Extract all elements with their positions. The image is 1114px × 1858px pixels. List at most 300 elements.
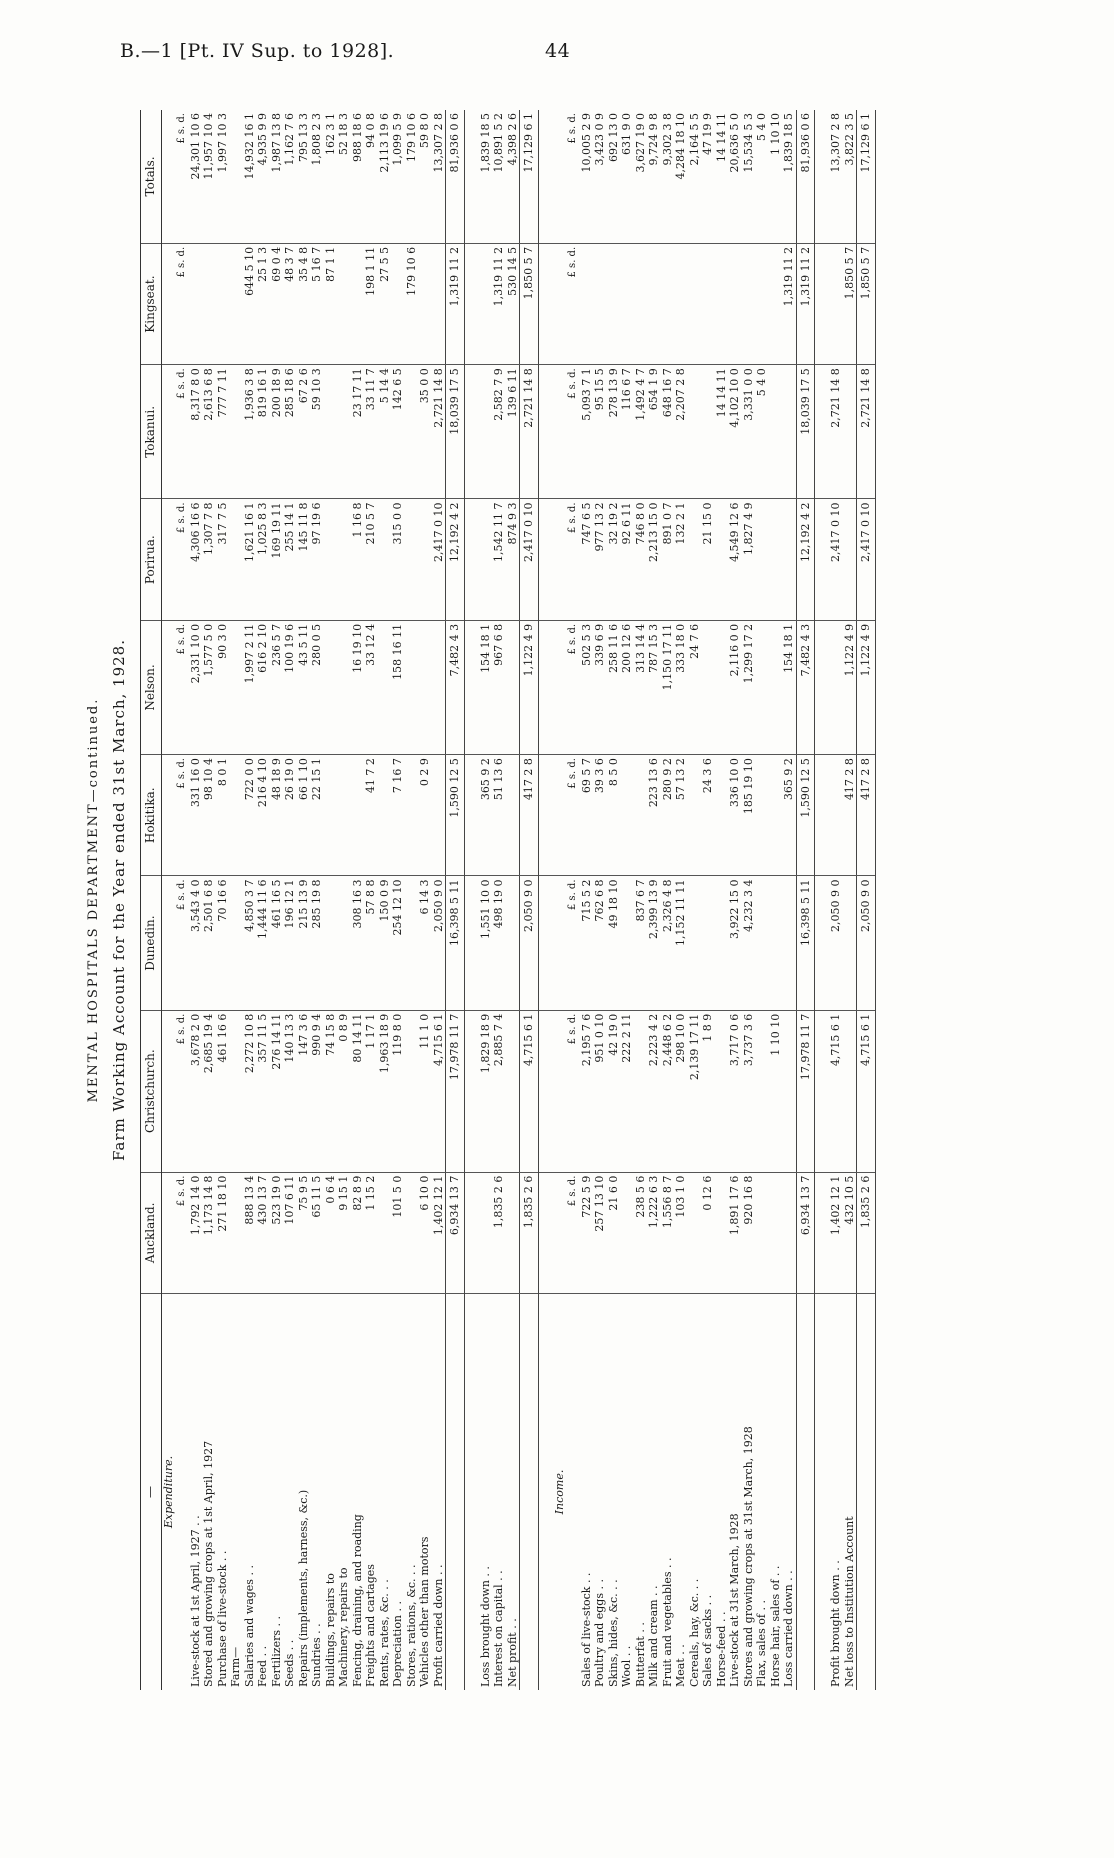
amount-cell: £ s. d.: [175, 365, 189, 499]
farm-working-account-table: [140, 110, 876, 1690]
table-row: [674, 110, 688, 1690]
amount-cell: 2,685 19 4: [202, 1010, 216, 1172]
amount-cell: 1,621 16 1: [243, 499, 257, 620]
amount-cell: 49 18 10: [607, 876, 621, 1010]
amount-cell: 2,207 2 8: [674, 365, 688, 499]
amount-cell: [755, 755, 769, 876]
section-heading-row: [553, 110, 567, 1690]
amount-cell: 75 9 5: [297, 1172, 311, 1293]
amount-cell: [815, 365, 830, 499]
amount-cell: 1,829 18 9: [479, 1010, 493, 1172]
amount-cell: 210 5 7: [364, 499, 378, 620]
amount-cell: 4,549 12 6: [728, 499, 742, 620]
amount-cell: 15,534 5 3: [742, 110, 756, 243]
amount-cell: 12,192 4 2: [796, 499, 815, 620]
amount-cell: 215 13 9: [297, 876, 311, 1010]
amount-cell: 24,301 10 6: [189, 110, 203, 243]
amount-cell: 24 7 6: [688, 620, 702, 754]
amount-cell: [506, 876, 520, 1010]
amount-cell: [351, 755, 365, 876]
amount-cell: 17,129 6 1: [857, 110, 876, 243]
amount-cell: [337, 499, 351, 620]
amount-cell: 80 14 11: [351, 1010, 365, 1172]
amount-cell: 13,307 2 8: [432, 110, 446, 243]
amount-cell: 2,721 14 8: [520, 365, 539, 499]
amount-cell: £ s. d.: [175, 499, 189, 620]
amount-cell: 2,326 4 8: [661, 876, 675, 1010]
amount-cell: 1,122 4 9: [520, 620, 539, 754]
table-row: [391, 110, 405, 1690]
amount-cell: 65 11 5: [310, 1172, 324, 1293]
amount-cell: 1 8 9: [701, 1010, 715, 1172]
account-title: Farm Working Account for the Year ended 31st March, 1928.: [110, 639, 128, 1161]
row-label: Poultry and eggs . .: [593, 1579, 606, 1687]
amount-cell: [647, 243, 661, 364]
amount-cell: 5,093 7 1: [580, 365, 594, 499]
amount-cell: [782, 499, 796, 620]
amount-cell: [607, 243, 621, 364]
amount-cell: [538, 499, 553, 620]
amount-cell: 819 16 1: [256, 365, 270, 499]
amount-cell: 179 10 6: [405, 243, 419, 364]
amount-cell: 317 7 5: [216, 499, 230, 620]
amount-cell: 2,582 7 9: [492, 365, 506, 499]
amount-cell: 2,213 15 0: [647, 499, 661, 620]
amount-cell: 333 18 0: [674, 620, 688, 754]
amount-cell: 25 1 3: [256, 243, 270, 364]
amount-cell: [829, 755, 843, 876]
amount-cell: [829, 243, 843, 364]
amount-cell: 4,232 3 4: [742, 876, 756, 1010]
amount-cell: 988 18 6: [351, 110, 365, 243]
amount-cell: 1,850 5 7: [857, 243, 876, 364]
amount-cell: 1,150 17 11: [661, 620, 675, 754]
amount-cell: [229, 876, 243, 1010]
amount-cell: [506, 1010, 520, 1172]
amount-cell: 313 14 4: [634, 620, 648, 754]
amount-cell: 97 19 6: [310, 499, 324, 620]
amount-cell: [782, 365, 796, 499]
amount-cell: [216, 243, 230, 364]
amount-cell: 12,192 4 2: [446, 499, 465, 620]
amount-cell: [229, 110, 243, 243]
table-row: [337, 110, 351, 1690]
amount-cell: [324, 876, 338, 1010]
amount-cell: 4,715 6 1: [857, 1010, 876, 1172]
amount-cell: [229, 499, 243, 620]
amount-cell: 2,417 0 10: [432, 499, 446, 620]
amount-cell: 1,590 12 5: [446, 755, 465, 876]
amount-cell: 59 10 3: [310, 365, 324, 499]
amount-cell: 1,997 2 11: [243, 620, 257, 754]
amount-cell: 2,399 13 9: [647, 876, 661, 1010]
amount-cell: [715, 755, 729, 876]
amount-cell: 3,737 3 6: [742, 1010, 756, 1172]
amount-cell: [161, 499, 175, 620]
amount-cell: [337, 243, 351, 364]
section-heading-row: [161, 110, 175, 1690]
amount-cell: [337, 365, 351, 499]
amount-cell: [701, 876, 715, 1010]
table-row: [297, 110, 311, 1690]
amount-cell: [418, 243, 432, 364]
amount-cell: 4,935 9 9: [256, 110, 270, 243]
amount-cell: 1,173 14 8: [202, 1172, 216, 1293]
amount-cell: 6 10 0: [418, 1172, 432, 1293]
column-header: Kingseat.: [141, 243, 162, 364]
amount-cell: 154 18 1: [782, 620, 796, 754]
amount-cell: [755, 620, 769, 754]
amount-cell: [829, 620, 843, 754]
amount-cell: [688, 243, 702, 364]
row-label: Seeds . .: [283, 1639, 296, 1687]
amount-cell: 48 18 9: [270, 755, 284, 876]
amount-cell: 365 9 2: [479, 755, 493, 876]
amount-cell: 417 2 8: [520, 755, 539, 876]
amount-cell: [815, 876, 830, 1010]
amount-cell: 530 14 5: [506, 243, 520, 364]
amount-cell: [755, 243, 769, 364]
amount-cell: [843, 876, 857, 1010]
units-row: [566, 110, 580, 1690]
amount-cell: 3,717 0 6: [728, 1010, 742, 1172]
amount-cell: £ s. d.: [175, 876, 189, 1010]
amount-cell: [337, 620, 351, 754]
row-label: Skins, hides, &c. . .: [606, 1579, 620, 1687]
row-label: Sales of sacks . .: [701, 1594, 714, 1687]
amount-cell: [769, 1172, 783, 1293]
amount-cell: 891 0 7: [661, 499, 675, 620]
amount-cell: 1,590 12 5: [796, 755, 815, 876]
amount-cell: 692 13 0: [607, 110, 621, 243]
table-row: [283, 110, 297, 1690]
row-label: Salaries and wages . .: [242, 1565, 256, 1687]
amount-cell: 41 7 2: [364, 755, 378, 876]
amount-cell: 1,299 17 2: [742, 620, 756, 754]
row-label: Profit carried down . .: [431, 1564, 445, 1687]
row-label: [538, 1294, 553, 1691]
amount-cell: [553, 620, 567, 754]
amount-cell: 1 15 2: [364, 1172, 378, 1293]
amount-cell: [378, 620, 392, 754]
amount-cell: 616 2 10: [256, 620, 270, 754]
amount-cell: 1,402 12 1: [829, 1172, 843, 1293]
spacer-row: [815, 110, 830, 1690]
amount-cell: [229, 620, 243, 754]
amount-cell: 16,398 5 11: [796, 876, 815, 1010]
amount-cell: 59 8 0: [418, 110, 432, 243]
amount-cell: 1,835 2 6: [857, 1172, 876, 1293]
column-header: —: [141, 1294, 162, 1691]
amount-cell: 95 15 5: [593, 365, 607, 499]
amount-cell: [715, 1172, 729, 1293]
amount-cell: [715, 243, 729, 364]
amount-cell: [479, 1172, 493, 1293]
amount-cell: 1,319 11 2: [796, 243, 815, 364]
amount-cell: [620, 876, 634, 1010]
table-row: [715, 110, 729, 1690]
amount-cell: 48 3 7: [283, 243, 297, 364]
amount-cell: [769, 499, 783, 620]
amount-cell: 990 9 4: [310, 1010, 324, 1172]
amount-cell: 276 14 11: [270, 1010, 284, 1172]
row-label: Stored and growing crops at 1st April, 1927: [202, 1440, 215, 1687]
amount-cell: 3,423 0 9: [593, 110, 607, 243]
amount-cell: [538, 110, 553, 243]
amount-cell: 1,808 2 3: [310, 110, 324, 243]
table-row: [701, 110, 715, 1690]
amount-cell: [782, 1172, 796, 1293]
amount-cell: [378, 499, 392, 620]
table-row: [782, 110, 796, 1690]
amount-cell: [688, 499, 702, 620]
amount-cell: 951 0 10: [593, 1010, 607, 1172]
amount-cell: 52 18 3: [337, 110, 351, 243]
amount-cell: 2,721 14 8: [829, 365, 843, 499]
amount-cell: [728, 243, 742, 364]
amount-cell: 648 16 7: [661, 365, 675, 499]
amount-cell: 365 9 2: [782, 755, 796, 876]
row-label: Horse hair, sales of . .: [768, 1565, 782, 1687]
amount-cell: 278 13 9: [607, 365, 621, 499]
amount-cell: 967 6 8: [492, 620, 506, 754]
amount-cell: 119 8 0: [391, 1010, 405, 1172]
row-label: Net loss to Institution Account: [842, 1516, 856, 1687]
amount-cell: 3,678 2 0: [189, 1010, 203, 1172]
amount-cell: 417 2 8: [857, 755, 876, 876]
amount-cell: 357 11 5: [256, 1010, 270, 1172]
column-header: Totals.: [141, 110, 162, 243]
table-row: [432, 110, 446, 1690]
table-row: [364, 110, 378, 1690]
table-row: [310, 110, 324, 1690]
amount-cell: 4,306 16 6: [189, 499, 203, 620]
amount-cell: 35 0 0: [418, 365, 432, 499]
table-row: [769, 110, 783, 1690]
amount-cell: [843, 499, 857, 620]
amount-cell: 42 19 0: [607, 1010, 621, 1172]
row-label: [175, 1294, 189, 1691]
amount-cell: 16 19 10: [351, 620, 365, 754]
amount-cell: [634, 243, 648, 364]
amount-cell: 5 4 0: [755, 110, 769, 243]
amount-cell: 2,448 6 2: [661, 1010, 675, 1172]
amount-cell: 17,978 11 7: [796, 1010, 815, 1172]
amount-cell: 200 18 9: [270, 365, 284, 499]
amount-cell: 107 6 11: [283, 1172, 297, 1293]
amount-cell: 331 16 0: [189, 755, 203, 876]
amount-cell: 2,272 10 8: [243, 1010, 257, 1172]
amount-cell: 1,402 12 1: [432, 1172, 446, 1293]
amount-cell: 185 19 10: [742, 755, 756, 876]
amount-cell: [815, 620, 830, 754]
table-row: [479, 110, 493, 1690]
amount-cell: [742, 243, 756, 364]
amount-cell: 746 8 0: [634, 499, 648, 620]
amount-cell: £ s. d.: [566, 1172, 580, 1293]
table-row: [742, 110, 756, 1690]
total-row: [796, 110, 815, 1690]
rotated-table-block: [80, 100, 1090, 1700]
table-row: [506, 110, 520, 1690]
amount-cell: 17,978 11 7: [446, 1010, 465, 1172]
table-row: [607, 110, 621, 1690]
amount-cell: [815, 1010, 830, 1172]
amount-cell: 3,822 3 5: [843, 110, 857, 243]
amount-cell: 795 13 3: [297, 110, 311, 243]
amount-cell: [674, 243, 688, 364]
amount-cell: 7 16 7: [391, 755, 405, 876]
amount-cell: [229, 243, 243, 364]
amount-cell: [405, 365, 419, 499]
table-row: [593, 110, 607, 1690]
amount-cell: 24 3 6: [701, 755, 715, 876]
spacer-row: [464, 110, 479, 1690]
amount-cell: 715 5 2: [580, 876, 594, 1010]
amount-cell: [815, 499, 830, 620]
amount-cell: 4,715 6 1: [829, 1010, 843, 1172]
amount-cell: 4,715 6 1: [520, 1010, 539, 1172]
amount-cell: 654 1 9: [647, 365, 661, 499]
amount-cell: 1,835 2 6: [492, 1172, 506, 1293]
row-label: Cereals, hay, &c. . .: [687, 1578, 701, 1687]
amount-cell: 3,331 0 0: [742, 365, 756, 499]
amount-cell: [161, 1010, 175, 1172]
amount-cell: 4,715 6 1: [432, 1010, 446, 1172]
column-header: Hokitika.: [141, 755, 162, 876]
row-label: Flax, sales of . .: [755, 1600, 768, 1687]
amount-cell: 336 10 0: [728, 755, 742, 876]
amount-cell: 11,957 10 4: [202, 110, 216, 243]
row-label: Interest on capital . .: [492, 1570, 505, 1687]
spacer-row: [538, 110, 553, 1690]
table-row: [661, 110, 675, 1690]
amount-cell: [464, 876, 479, 1010]
row-label: Sales of live-stock . .: [579, 1572, 593, 1687]
amount-cell: 2,050 9 0: [432, 876, 446, 1010]
amount-cell: [405, 1010, 419, 1172]
amount-cell: 16,398 5 11: [446, 876, 465, 1010]
amount-cell: [479, 243, 493, 364]
amount-cell: 1,850 5 7: [520, 243, 539, 364]
amount-cell: [161, 365, 175, 499]
amount-cell: 2,501 6 8: [202, 876, 216, 1010]
row-label: [796, 1294, 815, 1691]
column-header: Auckland.: [141, 1172, 162, 1293]
amount-cell: 179 10 6: [405, 110, 419, 243]
row-label: [446, 1294, 465, 1691]
amount-cell: [553, 243, 567, 364]
amount-cell: 10,005 2 9: [580, 110, 594, 243]
amount-cell: 255 14 1: [283, 499, 297, 620]
amount-cell: 1,319 11 2: [782, 243, 796, 364]
amount-cell: 523 19 0: [270, 1172, 284, 1293]
amount-cell: 4,398 2 6: [506, 110, 520, 243]
amount-cell: 461 16 5: [270, 876, 284, 1010]
amount-cell: 2,417 0 10: [520, 499, 539, 620]
amount-cell: 74 15 8: [324, 1010, 338, 1172]
amount-cell: 101 5 0: [391, 1172, 405, 1293]
amount-cell: 33 12 4: [364, 620, 378, 754]
amount-cell: 271 18 10: [216, 1172, 230, 1293]
amount-cell: 87 1 1: [324, 243, 338, 364]
amount-cell: 1,444 11 6: [256, 876, 270, 1010]
amount-cell: 1,152 11 11: [674, 876, 688, 1010]
amount-cell: 39 3 6: [593, 755, 607, 876]
amount-cell: [391, 243, 405, 364]
amount-cell: 69 5 7: [580, 755, 594, 876]
amount-cell: 0 12 6: [701, 1172, 715, 1293]
table-row: [492, 110, 506, 1690]
amount-cell: £ s. d.: [175, 1010, 189, 1172]
amount-cell: 2,331 10 0: [189, 620, 203, 754]
amount-cell: 722 0 0: [243, 755, 257, 876]
table-body: [161, 110, 875, 1690]
row-label: Repairs (implements, harness, &c.): [296, 1489, 310, 1687]
column-header: Tokanui.: [141, 365, 162, 499]
amount-cell: 81,936 0 6: [446, 110, 465, 243]
amount-cell: 1,997 10 3: [216, 110, 230, 243]
amount-cell: 1,987 13 8: [270, 110, 284, 243]
amount-cell: [161, 243, 175, 364]
amount-cell: [337, 755, 351, 876]
amount-cell: [620, 755, 634, 876]
amount-cell: 158 16 11: [391, 620, 405, 754]
amount-cell: [464, 1172, 479, 1293]
amount-cell: 1,122 4 9: [857, 620, 876, 754]
amount-cell: 32 19 2: [607, 499, 621, 620]
amount-cell: 4,850 3 7: [243, 876, 257, 1010]
amount-cell: [229, 1010, 243, 1172]
table-row: [418, 110, 432, 1690]
amount-cell: [161, 110, 175, 243]
amount-cell: [755, 876, 769, 1010]
amount-cell: 747 6 5: [580, 499, 594, 620]
amount-cell: 6,934 13 7: [796, 1172, 815, 1293]
amount-cell: [161, 620, 175, 754]
row-label: Sundries . .: [310, 1623, 323, 1687]
amount-cell: [538, 1172, 553, 1293]
amount-cell: 2,050 9 0: [857, 876, 876, 1010]
table-row: [351, 110, 365, 1690]
amount-cell: [432, 620, 446, 754]
amount-cell: [782, 1010, 796, 1172]
table-row: [688, 110, 702, 1690]
amount-cell: 432 10 5: [843, 1172, 857, 1293]
amount-cell: 631 9 0: [620, 110, 634, 243]
amount-cell: 2,116 0 0: [728, 620, 742, 754]
amount-cell: 1,542 11 7: [492, 499, 506, 620]
amount-cell: 2,417 0 10: [857, 499, 876, 620]
amount-cell: 9 15 1: [337, 1172, 351, 1293]
amount-cell: 2,721 14 8: [857, 365, 876, 499]
table-row: [216, 110, 230, 1690]
amount-cell: 4,102 10 0: [728, 365, 742, 499]
header-reference: B.—1 [Pt. IV Sup. to 1928].: [120, 40, 395, 62]
amount-cell: [593, 243, 607, 364]
amount-cell: 417 2 8: [843, 755, 857, 876]
amount-cell: [538, 365, 553, 499]
amount-cell: [229, 365, 243, 499]
amount-cell: 2,139 17 11: [688, 1010, 702, 1172]
amount-cell: [479, 499, 493, 620]
amount-cell: £ s. d.: [175, 755, 189, 876]
amount-cell: [553, 876, 567, 1010]
amount-cell: £ s. d.: [566, 499, 580, 620]
table-row: [728, 110, 742, 1690]
row-label: Stores, rations, &c. . .: [404, 1564, 418, 1687]
row-label: Butterfat . .: [633, 1622, 647, 1687]
